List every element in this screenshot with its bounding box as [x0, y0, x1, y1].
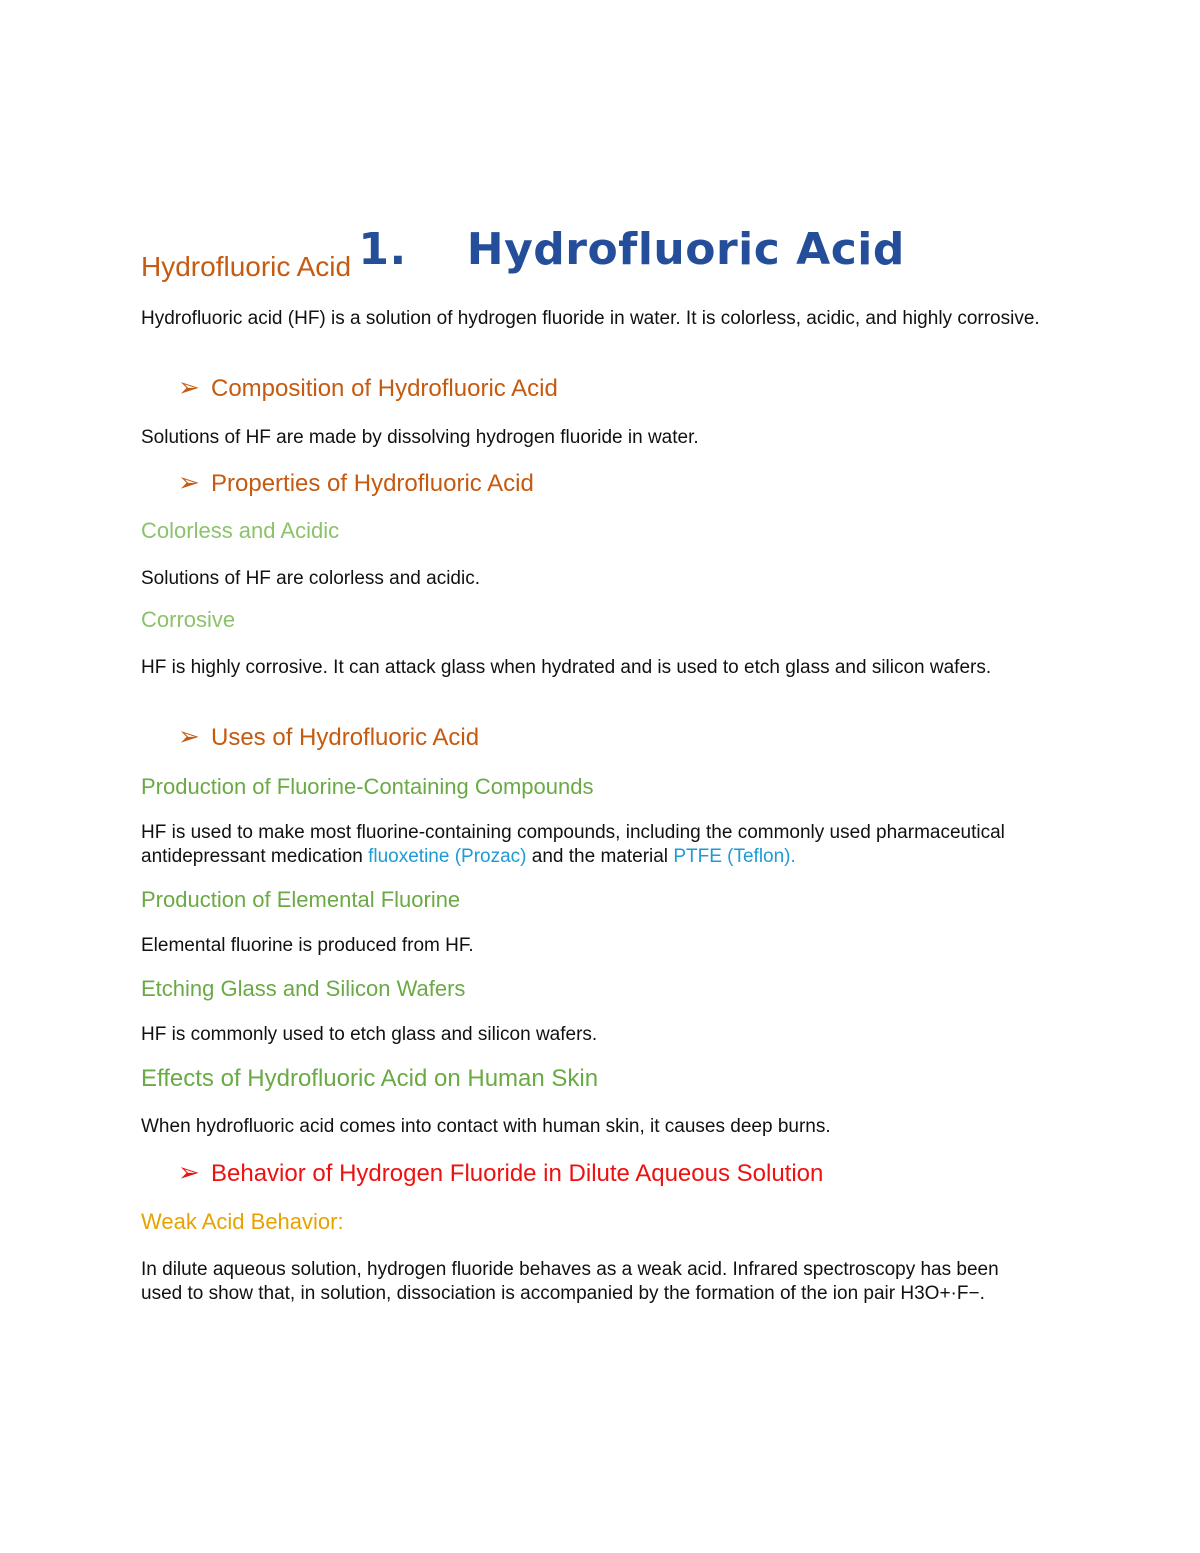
- corrosive-paragraph: HF is highly corrosive. It can attack glass when hydrated and is used to etch glass and silicon wafers.: [141, 657, 992, 678]
- colorless-heading: Colorless and Acidic: [141, 518, 340, 543]
- arrow-bullet-icon: ➢: [178, 467, 200, 497]
- weak-acid-paragraph: In dilute aqueous solution, hydrogen fluoride behaves as a weak acid. Infrared spectroscopy has been used to show that, in solution, dissociation is accompanied by the formation of the ion pair H3O+·F−.: [141, 1259, 999, 1304]
- etching-heading: Etching Glass and Silicon Wafers: [141, 976, 466, 1001]
- skin-paragraph: When hydrofluoric acid comes into contact with human skin, it causes deep burns.: [141, 1116, 831, 1137]
- uses-heading: [178, 721, 479, 753]
- weak-acid-heading: Weak Acid Behavior:: [141, 1209, 344, 1234]
- elemental-paragraph: Elemental fluorine is produced from HF.: [141, 935, 474, 956]
- elemental-heading: Production of Elemental Fluorine: [141, 887, 461, 912]
- properties-heading: [178, 467, 534, 499]
- arrow-bullet-icon: ➢: [178, 721, 200, 751]
- ptfe-link[interactable]: PTFE (Teflon).: [673, 846, 796, 867]
- fluoxetine-link[interactable]: fluoxetine (Prozac): [368, 846, 527, 867]
- composition-heading: [178, 372, 558, 404]
- arrow-bullet-icon: ➢: [178, 372, 200, 402]
- composition-heading-text: Composition of Hydrofluoric Acid: [211, 375, 558, 402]
- skin-heading: Effects of Hydrofluoric Acid on Human Skin: [141, 1065, 599, 1092]
- title-text: Hydrofluoric Acid: [466, 224, 905, 275]
- properties-heading-text: Properties of Hydrofluoric Acid: [211, 470, 534, 497]
- compounds-text-2: and the material: [526, 846, 674, 867]
- composition-paragraph: Solutions of HF are made by dissolving hydrogen fluoride in water.: [141, 427, 699, 448]
- uses-heading-text: Uses of Hydrofluoric Acid: [211, 724, 480, 751]
- intro-heading: Hydrofluoric Acid: [141, 251, 352, 282]
- compounds-text-1: HF is used to make most fluorine-containing compounds, including the commonly used pharmaceutical antidepressant medication: [141, 822, 1005, 867]
- compounds-paragraph: [141, 821, 1041, 869]
- compounds-heading: Production of Fluorine-Containing Compounds: [141, 774, 594, 799]
- colorless-paragraph: Solutions of HF are colorless and acidic.: [141, 568, 480, 589]
- behavior-heading-text: Behavior of Hydrogen Fluoride in Dilute Aqueous Solution: [211, 1160, 824, 1187]
- title-number: 1.: [358, 224, 407, 275]
- intro-paragraph: Hydrofluoric acid (HF) is a solution of hydrogen fluoride in water. It is colorless, acidic, and highly corrosive.: [141, 308, 1040, 329]
- corrosive-heading: Corrosive: [141, 607, 236, 632]
- behavior-heading: [178, 1157, 823, 1189]
- arrow-bullet-icon: ➢: [178, 1157, 200, 1187]
- etching-paragraph: HF is commonly used to etch glass and silicon wafers.: [141, 1024, 598, 1045]
